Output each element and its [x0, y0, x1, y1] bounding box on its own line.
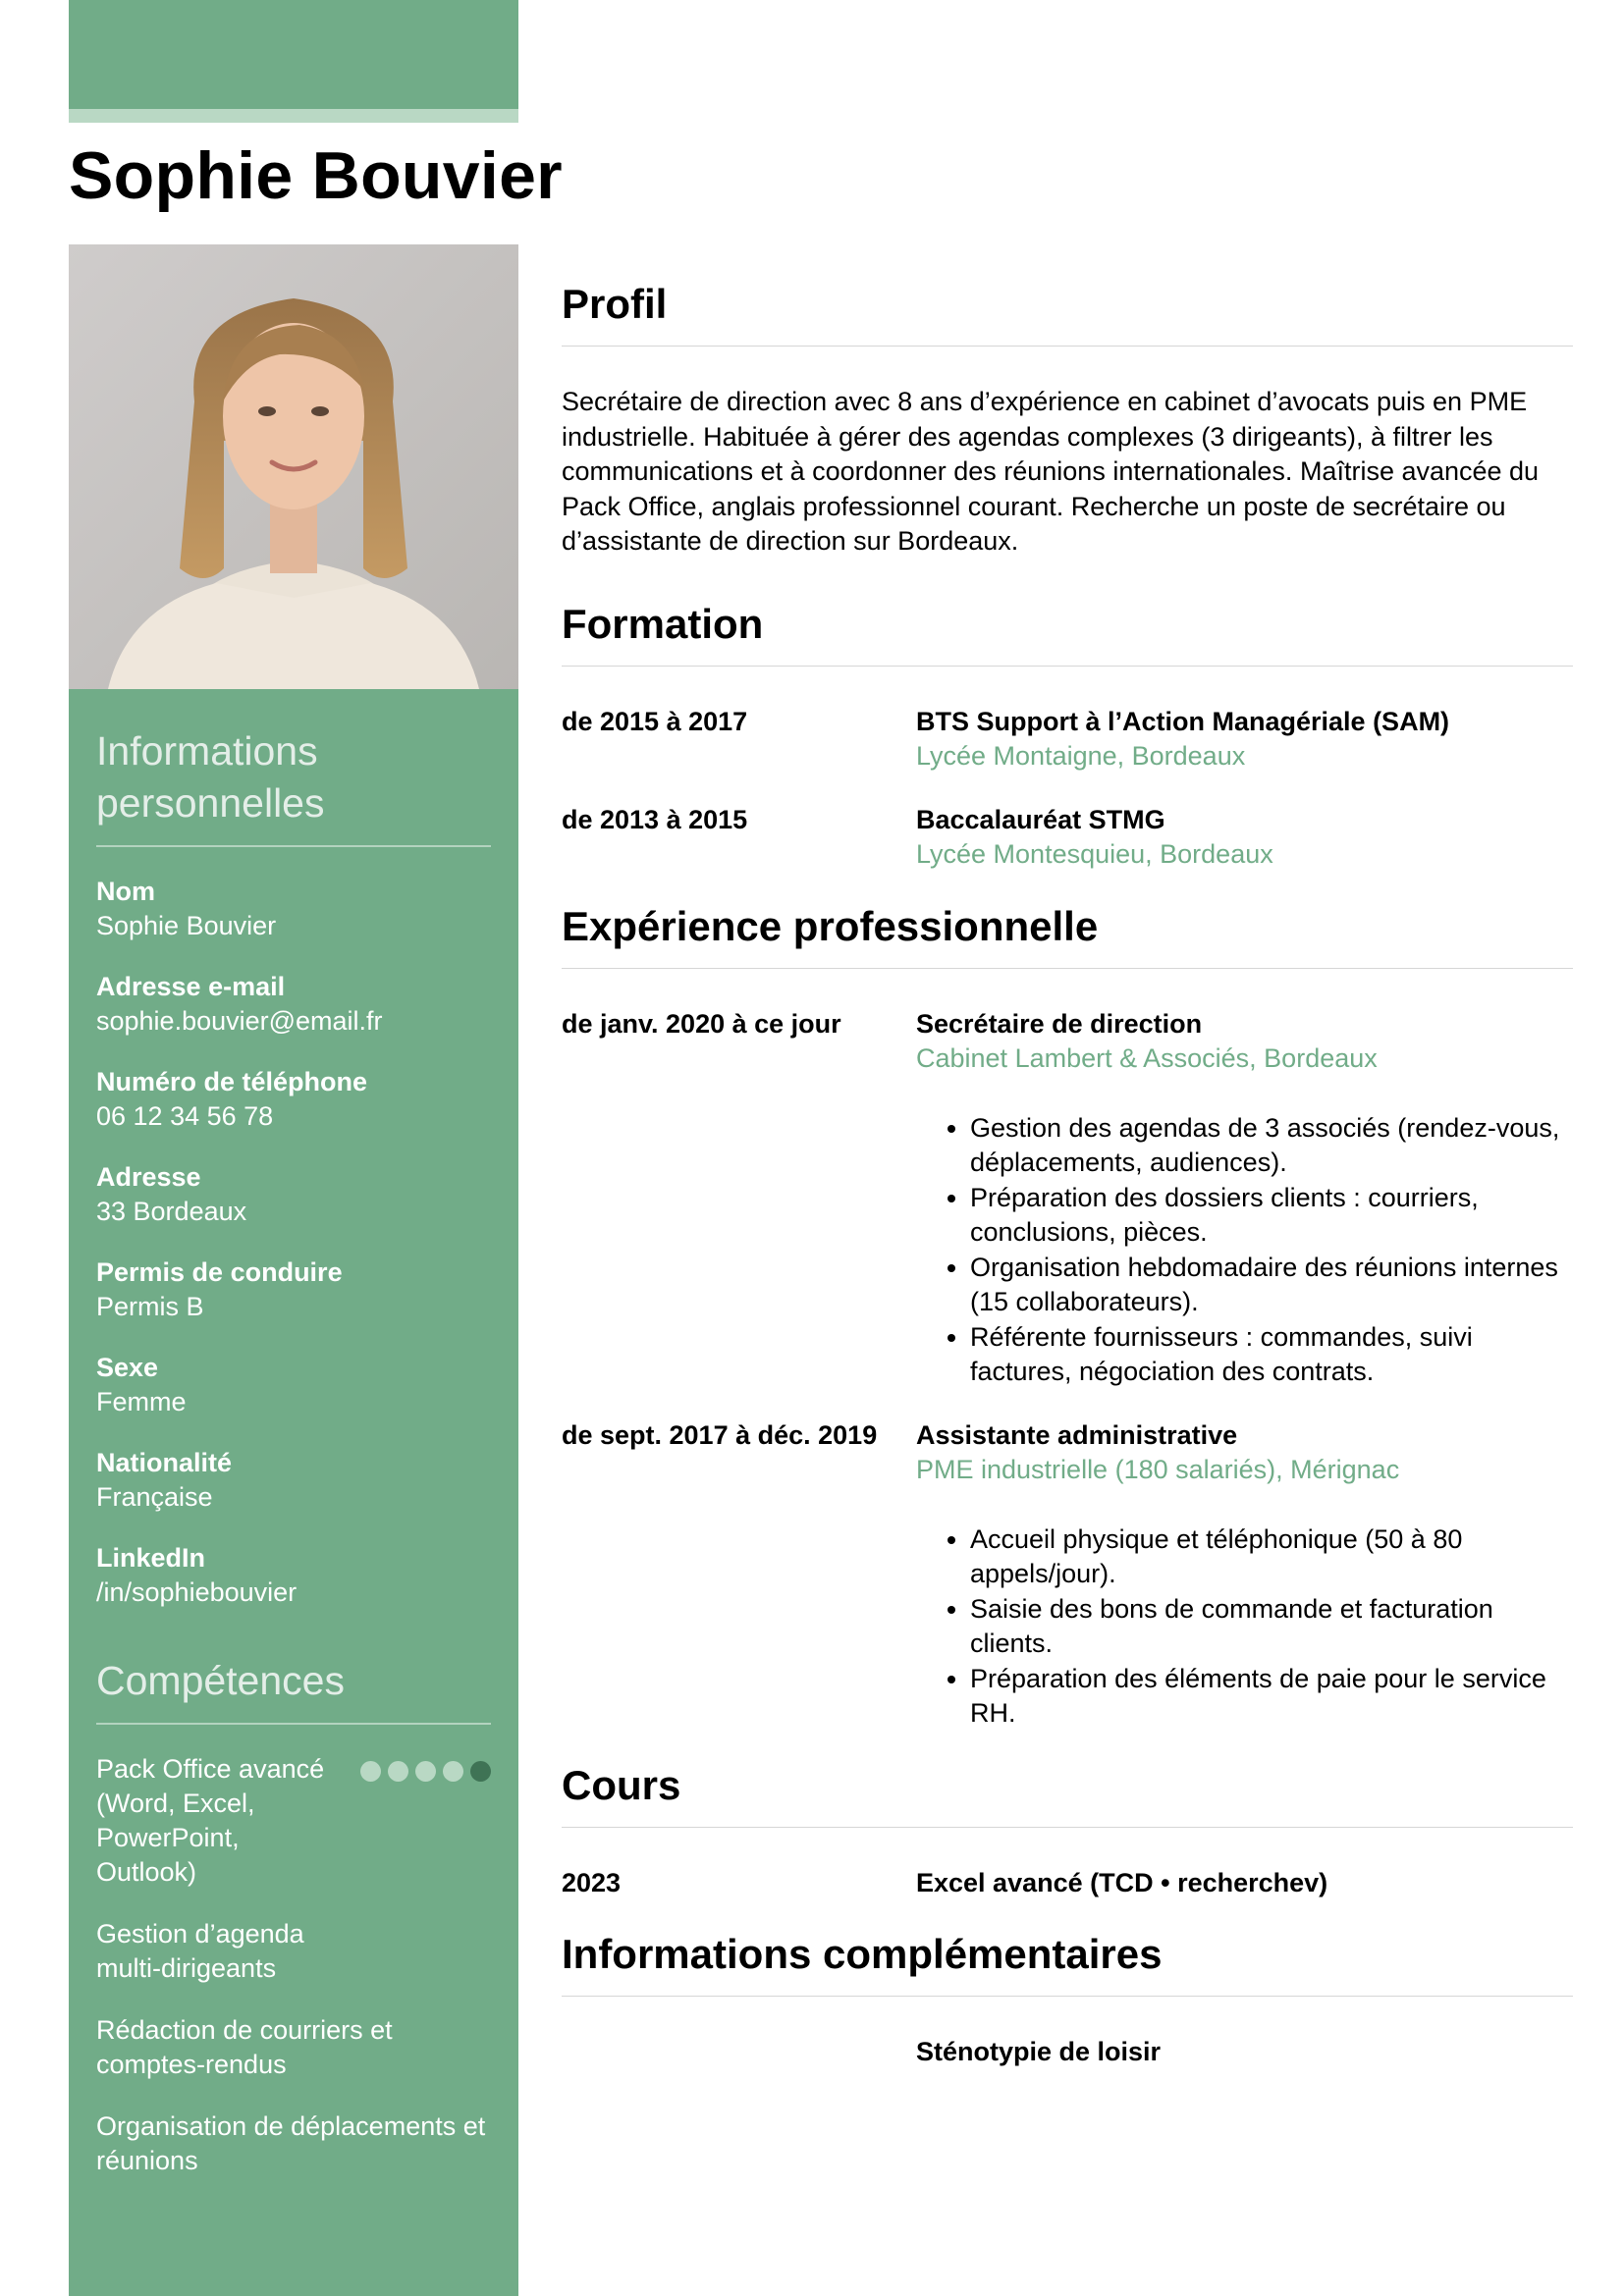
skill-level-dot: [443, 1761, 463, 1782]
info-name: [96, 875, 491, 943]
entry-company: PME industrielle (180 salariés), Mérignac: [916, 1455, 1400, 1484]
section-title: Informations complémentaires: [562, 1931, 1163, 1977]
skill-item: [96, 1917, 491, 1986]
info-label: Nationalité: [96, 1448, 233, 1477]
section-title: Cours: [562, 1761, 681, 1808]
entry-institution: Lycée Montaigne, Bordeaux: [916, 741, 1246, 771]
education-section: [562, 599, 1573, 873]
info-phone: [96, 1065, 491, 1134]
skill-level-dot: [388, 1761, 408, 1782]
candidate-name: Sophie Bouvier: [69, 138, 563, 213]
header-accent-stripe: [69, 109, 518, 123]
entry-title: Baccalauréat STMG: [916, 804, 1165, 834]
phone-value: 06 12 34 56 78: [96, 1101, 274, 1131]
divider: [562, 968, 1573, 969]
main-content: [562, 279, 1573, 2099]
skill-name: Pack Office avancé (Word, Excel, PowerPoint, Outlook): [96, 1754, 325, 1887]
entry-title: Assistante administrative: [916, 1419, 1238, 1450]
entry-date: [562, 2035, 916, 2070]
entry-date: de 2015 à 2017: [562, 706, 748, 736]
bullet-list: [916, 1111, 1573, 1390]
info-label: Nom: [96, 877, 155, 906]
bullet-item: • Gestion des agendas de 3 associés (rendez-vous, déplacements, audiences).: [970, 1111, 1573, 1181]
info-nationality: [96, 1446, 491, 1515]
courses-section: [562, 1760, 1573, 1901]
gender-value: Femme: [96, 1387, 187, 1416]
license-value: Permis B: [96, 1292, 204, 1321]
info-label: Permis de conduire: [96, 1257, 343, 1287]
section-title: Profil: [562, 281, 668, 327]
bullet-item: • Organisation hebdomadaire des réunions internes (15 collaborateurs).: [970, 1251, 1573, 1320]
info-label: Adresse e-mail: [96, 972, 286, 1001]
skill-item: [96, 2109, 491, 2178]
divider: [562, 1996, 1573, 1997]
additional-section: [562, 1929, 1573, 2070]
info-address: [96, 1160, 491, 1229]
section-title: Expérience professionnelle: [562, 902, 1099, 949]
bullet-item: • Accueil physique et téléphonique (50 à 80 appels/jour).: [970, 1522, 1573, 1592]
entry-date: 2023: [562, 1867, 622, 1897]
divider: [562, 346, 1573, 347]
info-label: Numéro de téléphone: [96, 1067, 368, 1096]
entry-title: Secrétaire de direction: [916, 1008, 1203, 1039]
info-email: [96, 970, 491, 1039]
portrait-image: [69, 244, 518, 689]
divider: [562, 1827, 1573, 1828]
entry-date: de 2013 à 2015: [562, 804, 748, 834]
personal-info-heading: Informations personnelles: [96, 728, 325, 826]
info-label: Adresse: [96, 1162, 201, 1192]
bullet-item: • Référente fournisseurs : commandes, suivi factures, négociation des contrats.: [970, 1320, 1573, 1390]
entry-title: Sténotypie de loisir: [916, 2037, 1162, 2066]
entry-title: Excel avancé (TCD • recherchev): [916, 1867, 1328, 1897]
profile-section: [562, 279, 1573, 560]
entry-date: de janv. 2020 à ce jour: [562, 1008, 841, 1039]
linkedin-value: /in/sophiebouvier: [96, 1577, 298, 1607]
education-entry: [562, 705, 1573, 774]
skill-name: Gestion d’agenda multi-dirigeants: [96, 1919, 304, 1983]
skill-level-dot: [360, 1761, 381, 1782]
bullet-item: • Saisie des bons de commande et facturation clients.: [970, 1592, 1573, 1662]
email-value: sophie.bouvier@email.fr: [96, 1006, 383, 1036]
profile-photo: [69, 244, 518, 689]
additional-entry: [562, 2035, 1573, 2070]
experience-section: [562, 901, 1573, 1732]
education-entry: [562, 803, 1573, 873]
sidebar: [69, 244, 518, 2296]
divider: [562, 666, 1573, 667]
entry-title: BTS Support à l’Action Managériale (SAM): [916, 706, 1450, 736]
skill-item: [96, 1752, 491, 1890]
divider: [96, 845, 491, 847]
course-entry: [562, 1866, 1573, 1901]
experience-entry: [562, 1418, 1573, 1732]
skill-level-dot: [415, 1761, 436, 1782]
skill-level-dot: [470, 1761, 491, 1782]
skill-level-rating: [360, 1761, 491, 1782]
skill-item: [96, 2013, 491, 2082]
profile-text: Secrétaire de direction avec 8 ans d’expérience en cabinet d’avocats puis en PME industrielle. Habituée à gérer des agendas complexes (3 dirigeants), à filtrer les communications et à coordonner des réunions internationales. Maîtrise avancée du Pack Office, anglais professionnel courant. Recherche un poste de secrétaire ou d’assistante de direction sur Bordeaux.: [562, 387, 1540, 556]
info-value: Sophie Bouvier: [96, 911, 277, 940]
section-title: Formation: [562, 600, 764, 647]
bullet-item: • Préparation des éléments de paie pour le service RH.: [970, 1662, 1573, 1732]
bullet-item: • Préparation des dossiers clients : courriers, conclusions, pièces.: [970, 1181, 1573, 1251]
skills-heading: Compétences: [96, 1658, 345, 1703]
header-accent-band: [69, 0, 518, 109]
bullet-list: [916, 1522, 1573, 1732]
entry-date: de sept. 2017 à déc. 2019: [562, 1419, 878, 1450]
info-gender: [96, 1351, 491, 1419]
info-license: [96, 1255, 491, 1324]
entry-institution: Lycée Montesquieu, Bordeaux: [916, 839, 1273, 869]
info-label: LinkedIn: [96, 1543, 206, 1573]
nationality-value: Française: [96, 1482, 213, 1512]
divider: [96, 1723, 491, 1725]
skill-name: Organisation de déplacements et réunions: [96, 2111, 486, 2175]
info-label: Sexe: [96, 1353, 159, 1382]
entry-company: Cabinet Lambert & Associés, Bordeaux: [916, 1043, 1378, 1073]
sidebar-content: [96, 725, 491, 2206]
address-value: 33 Bordeaux: [96, 1197, 247, 1226]
skill-name: Rédaction de courriers et comptes-rendus: [96, 2015, 393, 2079]
experience-entry: [562, 1007, 1573, 1390]
info-linkedin: [96, 1541, 491, 1610]
